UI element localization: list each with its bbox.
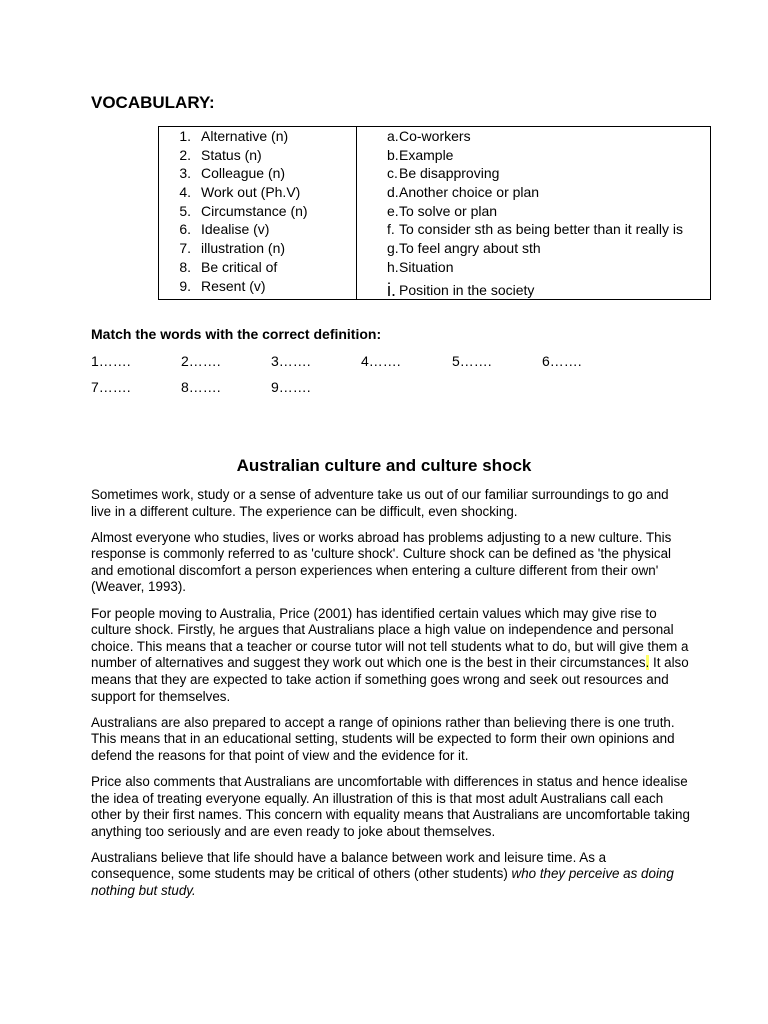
- word-number: 5.: [179, 202, 191, 219]
- word-text: Idealise (v): [201, 221, 270, 238]
- answer-blank[interactable]: 7…….: [91, 379, 131, 395]
- definition-row: [357, 164, 710, 183]
- definition-row: [357, 146, 710, 165]
- word-text: Be critical of: [201, 258, 278, 275]
- paragraph: [91, 850, 691, 900]
- article-body: [91, 487, 691, 909]
- word-row: [159, 239, 356, 258]
- definition-row: [357, 220, 710, 239]
- italic-text: who they perceive as doing nothing but study.: [91, 866, 674, 898]
- word-text: Circumstance (n): [201, 202, 308, 219]
- answer-blank[interactable]: 9…….: [271, 379, 311, 395]
- word-row: [159, 220, 356, 239]
- word-text: Work out (Ph.V): [201, 184, 301, 201]
- paragraph: Almost everyone who studies, lives or works abroad has problems adjusting to a new culture. This response is commonly referred to as 'culture shock'. Culture shock can be defined as 'the physical and emotional discomfort a person experiences when entering a culture different from their own' (Weaver, 1993).: [91, 529, 672, 595]
- answer-blank[interactable]: 2…….: [181, 353, 221, 369]
- word-number: 3.: [179, 165, 191, 182]
- word-number: 9.: [179, 277, 191, 294]
- definition-text: Example: [399, 146, 454, 163]
- word-text: illustration (n): [201, 240, 286, 257]
- word-number: 8.: [179, 258, 191, 275]
- definition-text: Situation: [399, 258, 454, 275]
- highlight-mark: .: [645, 655, 650, 671]
- exercise-instruction: Match the words with the correct definition:: [91, 326, 382, 342]
- definition-row: [357, 239, 710, 258]
- definition-letter: a.: [387, 128, 399, 144]
- definition-row: [357, 258, 710, 277]
- blank-row: [91, 379, 691, 405]
- word-row: [159, 277, 356, 296]
- definition-letter: d.: [387, 184, 399, 201]
- definition-letter: b.: [387, 146, 399, 163]
- answer-blank[interactable]: 4…….: [361, 353, 401, 369]
- word-number: 7.: [179, 240, 191, 257]
- definition-text: Be disapproving: [399, 165, 500, 182]
- definition-letter: h.: [387, 258, 399, 275]
- words-column: [159, 127, 357, 299]
- word-text: Colleague (n): [201, 165, 286, 182]
- paragraph-text: Australians believe that life should have a balance between work and leisure time. As a consequence, some students may be critical of others (other students): [91, 849, 607, 882]
- definition-text: Another choice or plan: [399, 184, 540, 201]
- word-number: 6.: [179, 221, 191, 238]
- answer-blank[interactable]: 3…….: [271, 353, 311, 369]
- word-text: Resent (v): [201, 277, 266, 294]
- definition-row: [357, 277, 710, 301]
- paragraph-text: It also means that they are expected to take action if something goes wrong and seek out resources and support for themselves.: [91, 655, 689, 704]
- paragraph: Price also comments that Australians are uncomfortable with differences in status and hence idealise the idea of treating everyone equally. An illustration of this is that most adult Australians call each other by their first names. This concern with equality means that Australians are uncomfortable taking anything too seriously and are even ready to joke about themselves.: [91, 773, 690, 839]
- article-title: Australian culture and culture shock: [236, 456, 532, 475]
- vocabulary-heading: VOCABULARY:: [91, 93, 215, 112]
- definition-letter: f.: [387, 221, 395, 238]
- answer-blank[interactable]: 5…….: [452, 353, 492, 369]
- definition-text: To feel angry about sth: [399, 240, 541, 257]
- definition-row: [357, 183, 710, 202]
- blank-row: [91, 353, 691, 379]
- vocabulary-table: [158, 126, 711, 300]
- word-number: 2.: [179, 146, 191, 163]
- definition-text: To consider sth as being better than it really is: [399, 221, 684, 238]
- definition-text: Position in the society: [399, 281, 535, 298]
- word-row: [159, 164, 356, 183]
- word-number: 1.: [179, 128, 191, 144]
- answer-blank[interactable]: 8…….: [181, 379, 221, 395]
- word-text: Alternative (n): [201, 128, 289, 144]
- paragraph: Sometimes work, study or a sense of adventure take us out of our familiar surroundings to go and live in a different culture. The experience can be difficult, even shocking.: [91, 487, 669, 519]
- paragraph: [91, 606, 691, 706]
- word-row: [159, 258, 356, 277]
- word-row: [159, 146, 356, 165]
- word-text: Status (n): [201, 146, 262, 163]
- definition-letter: i.: [387, 279, 396, 300]
- word-number: 4.: [179, 184, 191, 201]
- answer-blanks: [91, 353, 691, 405]
- word-row: [159, 127, 356, 146]
- definition-row: [357, 202, 710, 221]
- definition-letter: g.: [387, 240, 399, 257]
- paragraph-text: For people moving to Australia, Price (2001) has identified certain values which may give rise to culture shock. Firstly, he argues that Australians place a high value on independence and personal choice. This means that a teacher or course tutor will not tell students what to do, but will give them a number of alternatives and suggest they work out which one is the best in their circumstances: [91, 605, 689, 671]
- definition-text: To solve or plan: [399, 202, 498, 219]
- word-row: [159, 183, 356, 202]
- definition-text: Co-workers: [399, 128, 471, 144]
- definition-row: [357, 127, 710, 146]
- answer-blank[interactable]: 6…….: [542, 353, 582, 369]
- definition-letter: c.: [387, 165, 398, 182]
- answer-blank[interactable]: 1…….: [91, 353, 131, 369]
- definitions-column: [357, 127, 710, 299]
- word-row: [159, 202, 356, 221]
- definition-letter: e.: [387, 202, 399, 219]
- paragraph: Australians are also prepared to accept a range of opinions rather than believing there is one truth. This means that in an educational setting, students will be expected to form their own opinions and defend the reasons for that point of view and the evidence for it.: [91, 714, 675, 763]
